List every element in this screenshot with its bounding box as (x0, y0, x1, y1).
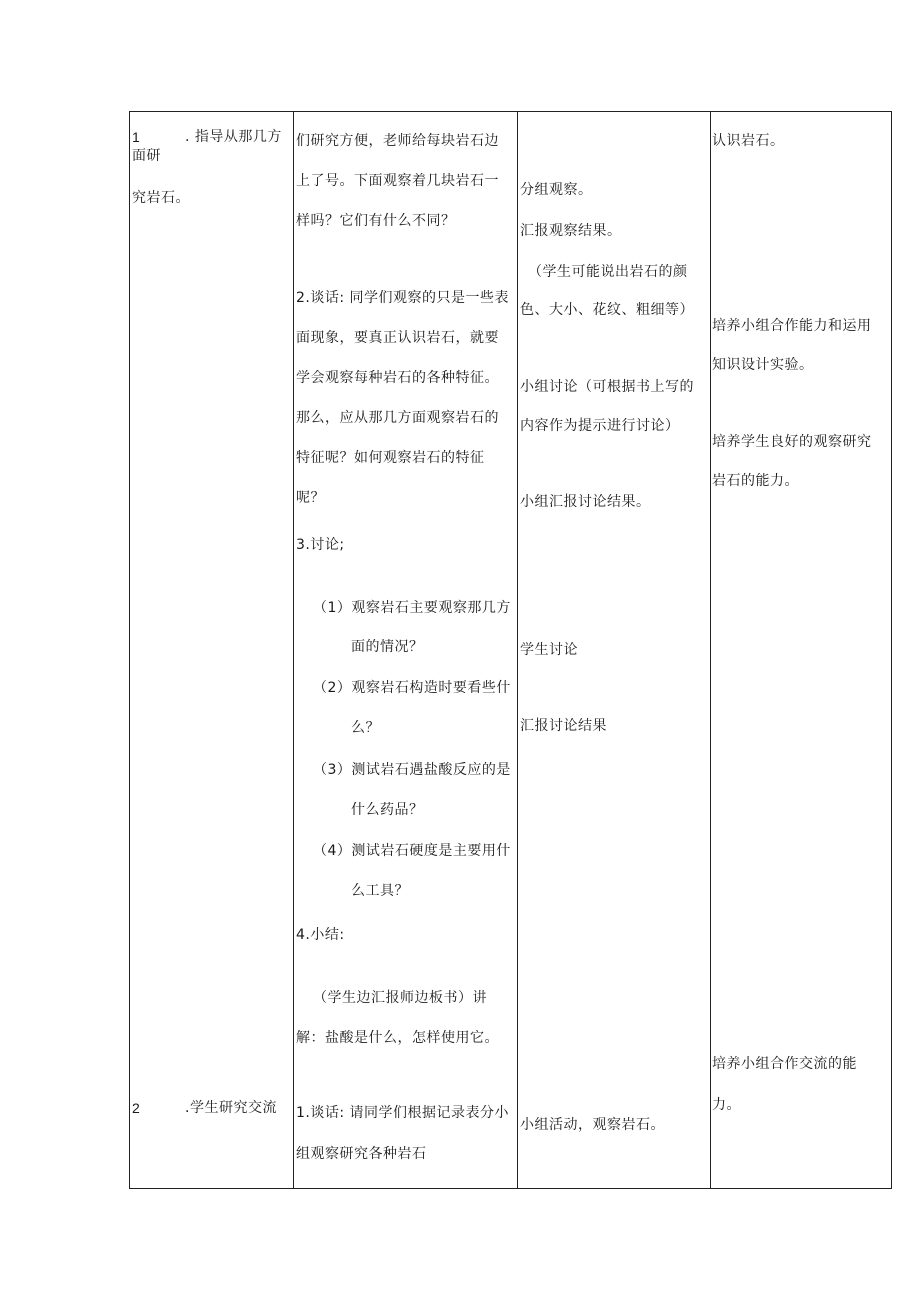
column-divider (710, 112, 711, 1188)
discussion-question: 么？ (351, 720, 380, 736)
student-text: 内容作为提示进行讨论） (520, 418, 680, 434)
step-label-1-line3: 究岩石。 (132, 190, 190, 206)
design-intent-text: 认识岩石。 (712, 133, 785, 149)
discussion-question: 面的情况？ (351, 639, 424, 655)
column-divider (517, 112, 518, 1188)
teacher-text: 解：盐酸是什么，怎样使用它。 (296, 1030, 499, 1046)
design-intent-text: 培养小组合作交流的能 (712, 1056, 857, 1072)
teacher-text: 2.谈话: 同学们观察的只是一些表 (296, 290, 510, 306)
lesson-plan-table (129, 111, 892, 1189)
teacher-text: 样吗？它们有什么不同？ (296, 213, 456, 229)
student-text: 汇报观察结果。 (520, 223, 622, 239)
student-text: 学生讨论 (520, 642, 578, 658)
student-text: 小组讨论（可根据书上写的 (520, 379, 694, 395)
step-number-1: 1 (132, 129, 141, 145)
step-label-1-line1: . 指导从那几方 (185, 129, 282, 145)
teacher-text: 上了号。下面观察着几块岩石一 (296, 173, 499, 189)
column-divider (293, 112, 294, 1188)
teacher-text: 3.讨论; (296, 537, 345, 553)
design-intent-text: 知识设计实验。 (712, 357, 814, 373)
discussion-question: （2）观察岩石构造时要看些什 (313, 680, 511, 696)
teacher-text: 组观察研究各种岩石 (296, 1146, 427, 1162)
design-intent-text: 岩石的能力。 (712, 473, 799, 489)
teacher-text: （学生边汇报师边板书）讲 (313, 990, 487, 1006)
student-text: 小组汇报讨论结果。 (520, 494, 651, 510)
teacher-text: 们研究方便，老师给每块岩石边 (296, 133, 499, 149)
step-label-2: .学生研究交流 (185, 1100, 277, 1116)
design-intent-text: 培养学生良好的观察研究 (712, 434, 872, 450)
teacher-text: 呢？ (296, 490, 325, 506)
step-label-1-line2: 面研 (132, 148, 161, 164)
student-text: 分组观察。 (520, 182, 593, 198)
discussion-question: 么工具？ (351, 883, 409, 899)
discussion-question: （1）观察岩石主要观察那几方 (313, 600, 511, 616)
teacher-text: 学会观察每种岩石的各种特征。 (296, 370, 499, 386)
student-text: 色、大小、花纹、粗细等） (520, 302, 694, 318)
teacher-text: 那么，应从那几方面观察岩石的 (296, 410, 499, 426)
step-number-2: 2 (132, 1100, 141, 1116)
design-intent-text: 培养小组合作能力和运用 (712, 318, 872, 334)
teacher-text: 特征呢？如何观察岩石的特征 (296, 450, 485, 466)
student-text: 汇报讨论结果 (520, 718, 607, 734)
discussion-question: （4）测试岩石硬度是主要用什 (313, 843, 511, 859)
teacher-text: 1.谈话: 请同学们根据记录表分小 (296, 1105, 510, 1121)
discussion-question: （3）测试岩石遇盐酸反应的是 (313, 762, 511, 778)
student-text: 小组活动，观察岩石。 (520, 1117, 665, 1133)
discussion-question: 什么药品？ (351, 802, 424, 818)
design-intent-text: 力。 (712, 1097, 741, 1113)
teacher-text: 4.小结: (296, 927, 345, 943)
teacher-text: 面现象，要真正认识岩石，就要 (296, 330, 499, 346)
student-text: （学生可能说出岩石的颜 (528, 264, 688, 280)
